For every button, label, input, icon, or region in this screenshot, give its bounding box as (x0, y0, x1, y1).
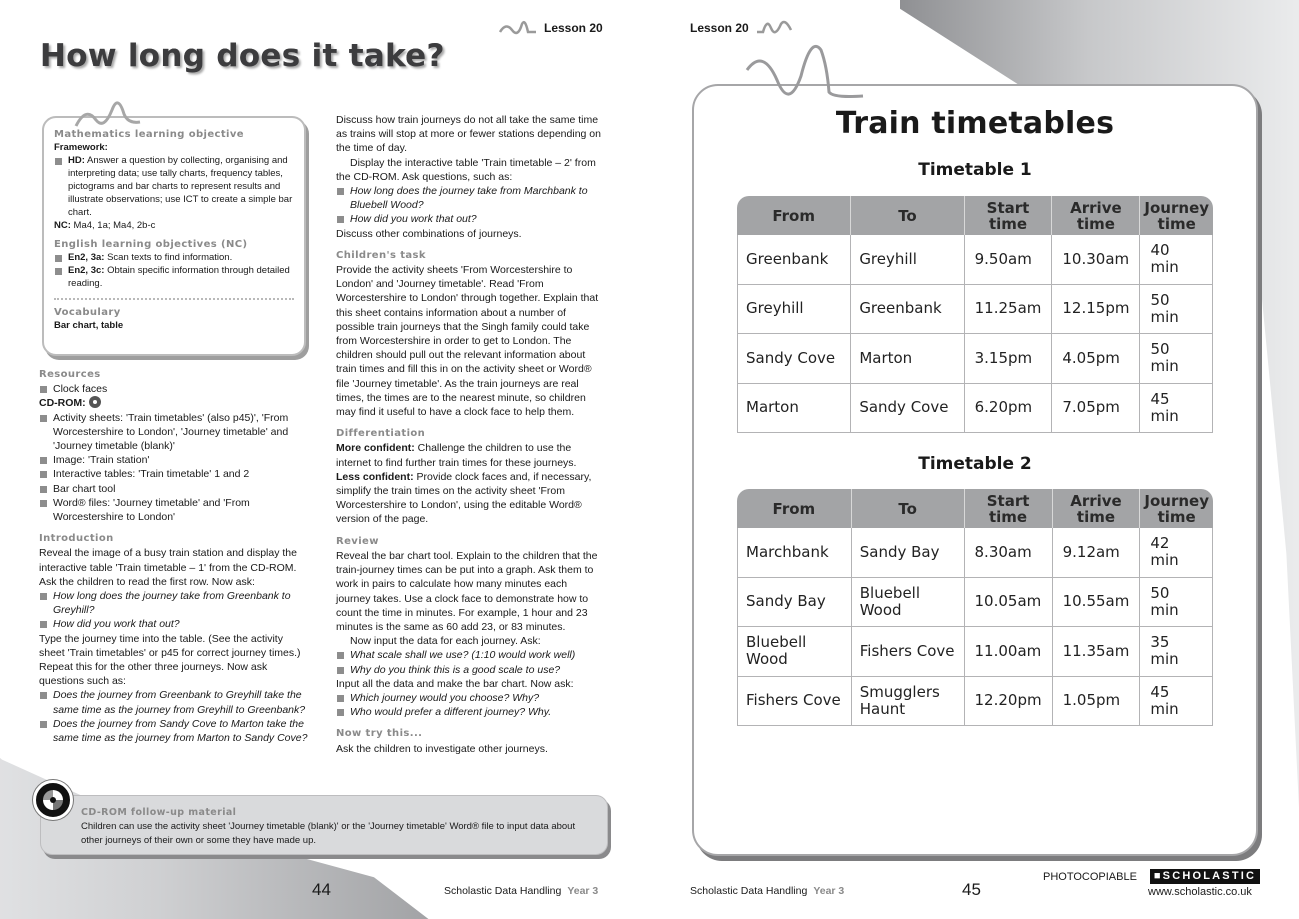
journey-time-cell: 45 min (1140, 677, 1213, 727)
now-try-this-heading: Now try this... (336, 728, 423, 740)
task-paragraph: Provide the activity sheets 'From Worcestershire to London' and 'Journey timetable'. Read 'From Worcestershire to London' through together. Explain that this sheet contains information about a number of possible train journeys that the Singh family could take from Worcestershire in order to get to London. The children should pull out the relevant information about train times and fill this in on the activity sheet or Word® file 'Journey timetable'. As the train journeys are real times, the times are to the nearest minute, so children may find it useful to have a clock face to help them. (336, 264, 599, 419)
column-header: From (737, 196, 851, 235)
followup-text: Children can use the activity sheet 'Journey timetable (blank)' or the 'Journey timetable' Word® file to input data about other journeys of their own or some they have made up. (81, 821, 576, 846)
cdrom-list (39, 411, 309, 525)
objectives-box (42, 116, 306, 356)
column-header: Journey time (1140, 489, 1213, 528)
card-title: Train timetables (835, 106, 1115, 141)
childrens-task-heading: Children's task (336, 249, 426, 261)
list-item: Does the journey from Greenbank to Greyhill take the same time as the journey from Greyhill to Greenbank? (39, 688, 309, 716)
nc-line (54, 219, 294, 232)
list-item (54, 154, 294, 219)
page-number: 45 (962, 880, 981, 899)
review-questions (336, 691, 604, 719)
wave-icon (755, 20, 795, 36)
column-header: From (737, 489, 852, 528)
list-item: Clock faces (39, 382, 309, 396)
page-title: How long does it take? (40, 38, 445, 74)
start-time-cell: 12.20pm (965, 677, 1053, 727)
intro-paragraph: Reveal the image of a busy train station and display the interactive table 'Train timetable – 1' from the CD-ROM. Ask the children to read the first row. Now ask: (39, 547, 297, 588)
table-header-row (737, 196, 1213, 235)
column-header: Journey time (1140, 196, 1213, 235)
now-try-this-text: Ask the children to investigate other journeys. (336, 742, 548, 755)
column-header: To (852, 489, 965, 528)
differentiation-heading: Differentiation (336, 428, 426, 440)
lesson-label: Lesson 20 (690, 21, 749, 35)
more-confident-label: More confident: (336, 442, 415, 455)
review-heading: Review (336, 535, 379, 547)
table-row (737, 627, 1213, 677)
review-paragraph: Input all the data and make the bar chart. Now ask: (336, 677, 574, 690)
lesson-label: Lesson 20 (544, 21, 603, 35)
dotted-divider (54, 298, 294, 300)
column-header: To (851, 196, 964, 235)
timetable-2-title: Timetable 2 (918, 454, 1032, 474)
list-item: Interactive tables: 'Train timetable' 1 and 2 (39, 467, 309, 481)
objective-text: Scan texts to find information. (107, 252, 233, 263)
list-item: Activity sheets: 'Train timetables' (also p45)', 'From Worcestershire to London', 'Journey timetable' and 'Journey timetable (blank)' (39, 411, 309, 454)
list-item: Does the journey from Sandy Cove to Marton take the same time as the journey from Marton to Sandy Cove? (39, 717, 309, 745)
list-item: Why do you think this is a good scale to use? (336, 663, 604, 677)
nc-label: NC: (54, 220, 71, 231)
column-header: Arrive time (1053, 489, 1141, 528)
table-row (737, 285, 1213, 335)
journey-time-cell: 45 min (1140, 384, 1213, 434)
to-cell: Sandy Cove (851, 384, 964, 434)
list-item (54, 264, 294, 290)
to-cell: Sandy Bay (852, 528, 965, 578)
list-item: What scale shall we use? (1:10 would work well) (336, 648, 604, 662)
cdrom-label: CD-ROM: (39, 397, 86, 410)
scholastic-logo: ■SCHOLASTIC (1150, 869, 1260, 884)
list-item: Which journey would you choose? Why? (336, 691, 604, 705)
column-header: Start time (965, 489, 1053, 528)
objective-code: HD: (68, 155, 85, 166)
from-cell: Marchbank (737, 528, 852, 578)
english-list (54, 251, 294, 290)
framework-label: Framework: (54, 142, 108, 153)
journey-time-cell: 50 min (1140, 285, 1213, 335)
less-confident-text: Provide clock faces and, if necessary, simplify the train times on the activity sheet 'From Worcestershire to London', using the editable Word® version of the page. (336, 470, 592, 526)
table-row (737, 677, 1213, 727)
table-row (737, 384, 1213, 434)
to-cell: Bluebell Wood (852, 578, 965, 628)
table-row (737, 334, 1213, 384)
photocopiable-label: PHOTOCOPIABLE (1043, 871, 1137, 883)
objective-code: En2, 3a: (68, 252, 105, 263)
timetable-1-title: Timetable 1 (918, 160, 1032, 180)
wave-icon (74, 96, 144, 130)
start-time-cell: 11.00am (965, 627, 1053, 677)
timetable-1 (737, 196, 1213, 433)
arrive-time-cell: 10.55am (1053, 578, 1141, 628)
table-header-row (737, 489, 1213, 528)
lesson-tag (690, 20, 795, 36)
resources-list (39, 382, 309, 396)
column-2 (336, 113, 604, 756)
less-confident-label: Less confident: (336, 470, 414, 483)
journey-time-cell: 50 min (1140, 334, 1213, 384)
journey-time-cell: 42 min (1140, 528, 1213, 578)
wave-icon (745, 40, 865, 110)
english-objectives-heading: English learning objectives (NC) (54, 239, 248, 250)
from-cell: Sandy Cove (737, 334, 851, 384)
objective-text: Answer a question by collecting, organising and interpreting data; use tally charts, frequency tables, pictograms and bar charts to represent results and illustrate observations; use ICT to create a simple bar chart. (68, 155, 293, 218)
book-footer (690, 885, 844, 897)
review-paragraph: Now input the data for each journey. Ask: (350, 635, 541, 648)
start-time-cell: 9.50am (965, 235, 1053, 285)
objective-code: En2, 3c: (68, 265, 105, 276)
more-confident-text: Challenge the children to use the internet to find further train times for these journeys. (336, 442, 577, 469)
review-questions (336, 648, 604, 676)
page-number: 44 (312, 880, 331, 899)
paragraph: Discuss how train journeys do not all take the same time as trains will stop at more or fewer stations depending on the time of day. (336, 114, 601, 155)
to-cell: Fishers Cove (852, 627, 965, 677)
objective-text: Obtain specific information through detailed reading. (68, 265, 290, 289)
to-cell: Smugglers Haunt (852, 677, 965, 727)
column-1 (39, 368, 309, 745)
arrive-time-cell: 7.05pm (1052, 384, 1140, 434)
from-cell: Sandy Bay (737, 578, 852, 628)
list-item: Image: 'Train station' (39, 453, 309, 467)
book-title: Scholastic Data Handling (444, 885, 562, 897)
arrive-time-cell: 12.15pm (1052, 285, 1140, 335)
arrive-time-cell: 1.05pm (1053, 677, 1141, 727)
more-confident (336, 441, 604, 469)
start-time-cell: 3.15pm (965, 334, 1053, 384)
list-item: How did you work that out? (39, 617, 309, 631)
book-footer (444, 885, 598, 897)
intro-questions (39, 589, 309, 632)
column-header: Arrive time (1052, 196, 1140, 235)
introduction-heading: Introduction (39, 533, 114, 545)
arrive-time-cell: 4.05pm (1052, 334, 1140, 384)
less-confident (336, 470, 604, 527)
resources-heading: Resources (39, 369, 101, 380)
vocabulary-text: Bar chart, table (54, 320, 124, 331)
list-item: How long does the journey take from Greenbank to Greyhill? (39, 589, 309, 617)
framework-list (54, 154, 294, 219)
nc-text: Ma4, 1a; Ma4, 2b-c (73, 220, 156, 231)
followup-heading: CD-ROM follow-up material (81, 807, 237, 818)
table-row (737, 578, 1213, 628)
questions-list (336, 184, 604, 227)
paragraph: Discuss other combinations of journeys. (336, 227, 522, 240)
to-cell: Marton (851, 334, 964, 384)
page-45 (650, 0, 1299, 919)
cd-disc-icon (33, 780, 73, 820)
to-cell: Greenbank (851, 285, 964, 335)
arrive-time-cell: 9.12am (1053, 528, 1141, 578)
cdrom-label-line (39, 396, 309, 410)
column-header: Start time (965, 196, 1053, 235)
intro-paragraph: Type the journey time into the table. (See the activity sheet 'Train timetables' or p45 for correct journey times.) Repeat this for the other three journeys. Now ask questions such as: (39, 632, 301, 688)
from-cell: Greyhill (737, 285, 851, 335)
timetable-2 (737, 489, 1213, 726)
arrive-time-cell: 10.30am (1052, 235, 1140, 285)
cd-rom-icon (89, 396, 101, 408)
math-objective-heading: Mathematics learning objective (54, 129, 244, 140)
journey-time-cell: 35 min (1140, 627, 1213, 677)
timetables-card (692, 84, 1258, 856)
start-time-cell: 11.25am (965, 285, 1053, 335)
list-item: Who would prefer a different journey? Why. (336, 705, 604, 719)
arrive-time-cell: 11.35am (1053, 627, 1141, 677)
intro-questions (39, 688, 309, 745)
book-title: Scholastic Data Handling (690, 885, 808, 897)
journey-time-cell: 50 min (1140, 578, 1213, 628)
start-time-cell: 8.30am (965, 528, 1053, 578)
list-item: How did you work that out? (336, 212, 604, 226)
to-cell: Greyhill (851, 235, 964, 285)
from-cell: Bluebell Wood (737, 627, 852, 677)
table-row (737, 235, 1213, 285)
list-item: How long does the journey take from Marchbank to Bluebell Wood? (336, 184, 604, 212)
book-year: Year 3 (567, 885, 599, 897)
vocabulary-heading: Vocabulary (54, 307, 121, 318)
journey-time-cell: 40 min (1140, 235, 1213, 285)
paragraph: Display the interactive table 'Train timetable – 2' from the CD-ROM. Ask questions, such as: (336, 156, 596, 183)
cdrom-followup-box (40, 795, 608, 855)
start-time-cell: 6.20pm (965, 384, 1053, 434)
wave-icon (498, 20, 538, 36)
lesson-tag (498, 20, 603, 36)
table-row (737, 528, 1213, 578)
book-year: Year 3 (813, 885, 845, 897)
list-item: Word® files: 'Journey timetable' and 'From Worcestershire to London' (39, 496, 309, 524)
list-item (54, 251, 294, 264)
publisher-url: www.scholastic.co.uk (1148, 886, 1252, 898)
from-cell: Greenbank (737, 235, 851, 285)
from-cell: Fishers Cove (737, 677, 852, 727)
timetable-2-body (737, 528, 1213, 726)
timetable-1-body (737, 235, 1213, 433)
start-time-cell: 10.05am (965, 578, 1053, 628)
from-cell: Marton (737, 384, 851, 434)
review-paragraph: Reveal the bar chart tool. Explain to the children that the train-journey times can be put into a graph. Ask them to work in pairs to calculate how many minutes each journey takes. Use a clock face to demonstrate how to count the time in minutes. For example, 1 hour and 23 minutes is the same as 60 add 23, or 83 minutes. (336, 549, 598, 633)
list-item: Bar chart tool (39, 482, 309, 496)
